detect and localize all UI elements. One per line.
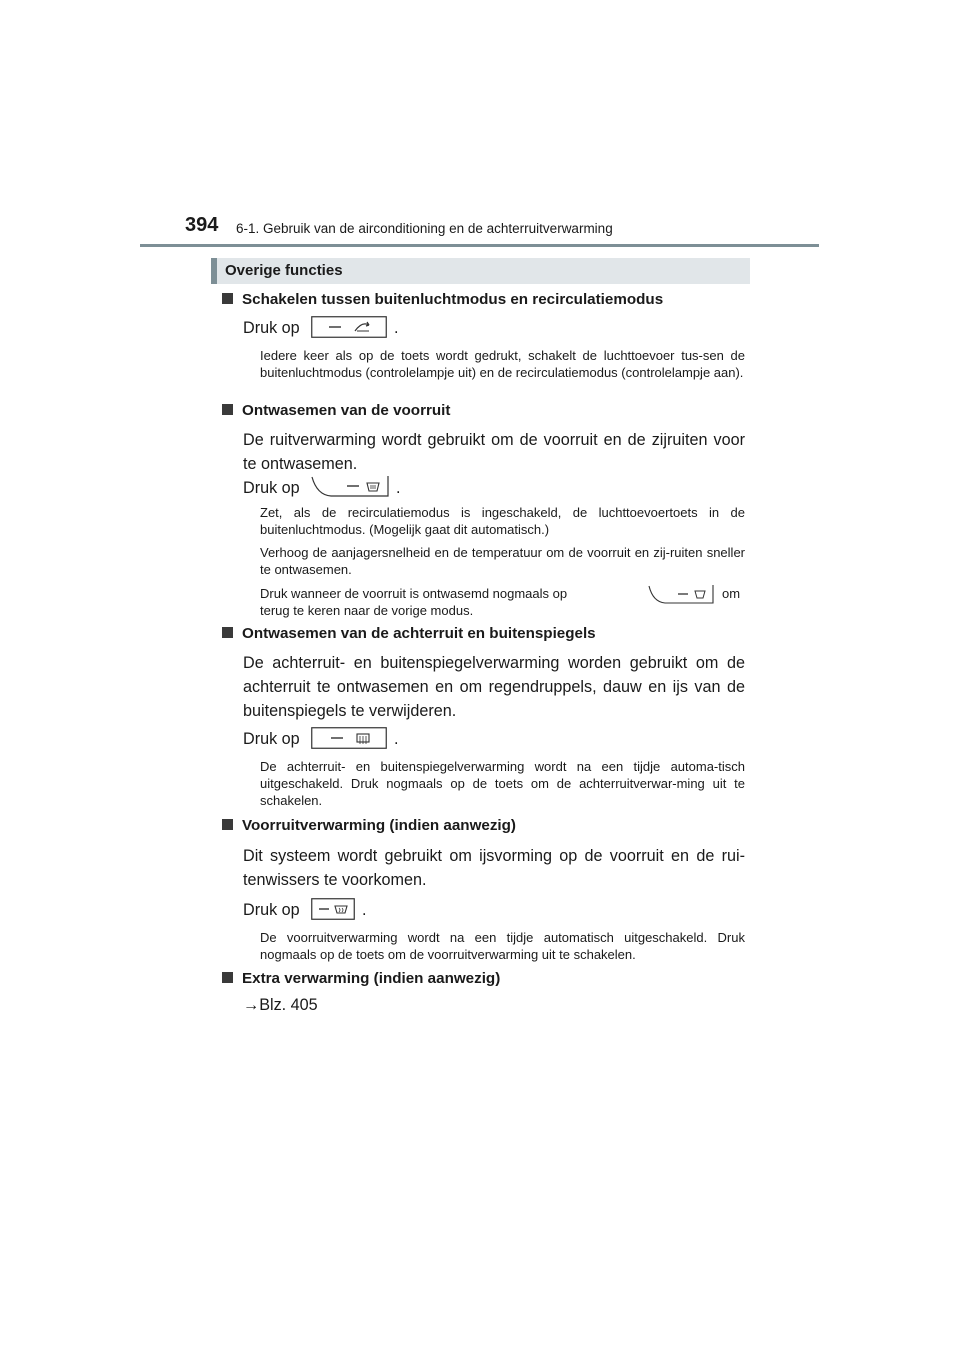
body-windshield-heater: Dit systeem wordt gebruikt om ijsvorming op de voorruit en de rui-tenwissers te voorkomen.: [243, 847, 745, 889]
section-title-bar: [211, 258, 750, 284]
front-defroster-button-icon-inline: [648, 584, 714, 604]
note-front-defog-3-line2: terug te keren naar de vorige modus.: [260, 603, 474, 618]
section-title: Overige functies: [225, 262, 343, 279]
body-rear-defog: De achterruit- en buitenspiegelverwarming worden gebruikt om de achterruit te ontwasemen en om regendruppels, dauw en ijs van de buitenspiegels te verwijderen.: [243, 654, 745, 720]
note-rear-defog: De achterruit- en buitenspiegelverwarming wordt na een tijdje automa-tisch uitgeschakeld. Druk nogmaals op de toets om de achterruitverwar-ming uit te schakelen.: [260, 759, 745, 808]
body-front-defog: De ruitverwarming wordt gebruikt om de voorruit en de zijruiten voor te ontwasemen.: [243, 431, 745, 473]
press-period: .: [396, 479, 401, 497]
bullet-square-icon: [222, 293, 233, 304]
bullet-square-icon: [222, 972, 233, 983]
heading-extra-heating: Extra verwarming (indien aanwezig): [222, 970, 500, 987]
heading-rear-defog: Ontwasemen van de achterruit en buitenspiegels: [222, 625, 596, 642]
bullet-square-icon: [222, 404, 233, 415]
note-front-defog-3-end: om: [722, 586, 741, 601]
note-recirculation: Iedere keer als op de toets wordt gedrukt, schakelt de luchttoevoer tus-sen de buitenluchtmodus (controlelampje uit) en de recirculatiemodus (controlelampje aan).: [260, 348, 745, 380]
press-period: .: [394, 319, 399, 337]
front-defroster-button-icon: [311, 475, 389, 497]
chapter-title: 6-1. Gebruik van de airconditioning en de achterruitverwarming: [236, 221, 613, 236]
press-instruction-windshield-heater: Druk op: [243, 901, 300, 919]
recirculation-button-icon: [311, 316, 387, 338]
header-divider: [140, 244, 819, 247]
press-instruction-recirculation: Druk op: [243, 319, 300, 337]
page-number: 394: [185, 214, 219, 236]
note-front-defog-2: Verhoog de aanjagersnelheid en de temperatuur om de voorruit en zij-ruiten sneller te ontwasemen.: [260, 545, 745, 577]
press-instruction-rear-defog: Druk op: [243, 730, 300, 748]
heading-front-defog: Ontwasemen van de voorruit: [222, 402, 450, 419]
bullet-square-icon: [222, 627, 233, 638]
rear-defroster-button-icon: [311, 727, 387, 749]
section-bar-accent: [211, 258, 217, 284]
press-period: .: [362, 901, 367, 919]
page-reference-link[interactable]: →Blz. 405: [243, 996, 318, 1014]
note-windshield-heater: De voorruitverwarming wordt na een tijdje automatisch uitgeschakeld. Druk nogmaals op de toets om de voorruitverwarming uit te schakelen.: [260, 930, 745, 962]
note-front-defog-3: Druk wanneer de voorruit is ontwasemd nogmaals op: [260, 586, 568, 601]
press-instruction-front-defog: Druk op: [243, 479, 300, 497]
windshield-heater-button-icon: [311, 898, 355, 920]
heading-recirculation: Schakelen tussen buitenluchtmodus en recirculatiemodus: [222, 291, 663, 308]
bullet-square-icon: [222, 819, 233, 830]
press-period: .: [394, 730, 399, 748]
heading-windshield-heater: Voorruitverwarming (indien aanwezig): [222, 817, 516, 834]
note-front-defog-1: Zet, als de recirculatiemodus is ingeschakeld, de luchttoevoertoets in de buitenluchtmodus. (Mogelijk gaat dit automatisch.): [260, 505, 745, 537]
